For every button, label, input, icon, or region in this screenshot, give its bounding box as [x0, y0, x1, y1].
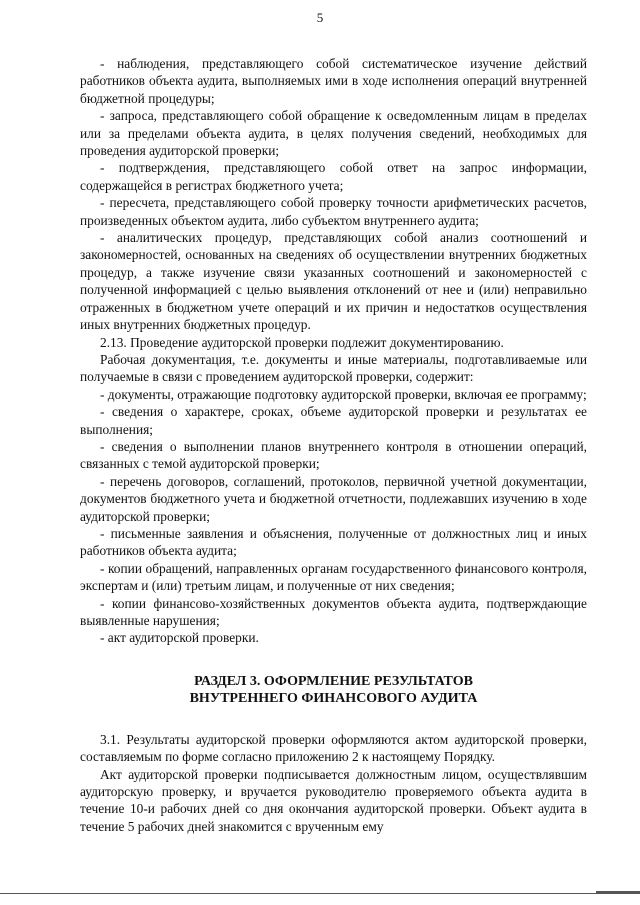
section-heading — [80, 673, 587, 707]
paragraph: - документы, отражающие подготовку аудиторской проверки, включая ее программу; — [100, 386, 587, 402]
paragraph: - копии финансово-хозяйственных документов объекта аудита, подтверждающие выявленные нарушения; — [80, 595, 587, 628]
paragraph: - письменные заявления и объяснения, полученные от должностных лиц и иных работников объекта аудита; — [80, 525, 587, 559]
page-bottom-edge — [596, 891, 640, 893]
paragraph: 3.1. Результаты аудиторской проверки оформляются актом аудиторской проверки, составляемым по форме согласно приложению 2 к настоящему Порядку. — [80, 731, 587, 765]
paragraph: - запроса, представляющего собой обращение к осведомленным лицам в пределах или за пределами объекта аудита, в целях получения сведений, необходимых для проведения аудиторской проверки; — [80, 108, 587, 159]
page-bottom-edge — [0, 893, 640, 894]
paragraph: - сведения о выполнении планов внутреннего контроля в отношении операций, связанных с темой аудиторской проверки; — [80, 438, 587, 472]
paragraph: 2.13. Проведение аудиторской проверки подлежит документированию. — [100, 334, 504, 350]
paragraph: - копии обращений, направленных органам государственного финансового контроля, экспертам и (или) третьим лицам, и полученные от них сведения; — [80, 560, 587, 594]
section-heading-line: ВНУТРЕННЕГО ФИНАНСОВОГО АУДИТА — [189, 690, 478, 706]
document-body — [80, 55, 587, 835]
paragraph: - пересчета, представляющего собой проверку точности арифметических расчетов, произведенных объектом аудита, либо субъектом внутреннего аудита; — [80, 195, 587, 228]
paragraph: - аналитических процедур, представляющих собой анализ соотношений и закономерностей, основанных на сведениях об осуществлении внутренних бюджетных процедур, а также изучение связи указанных соотношений и закономерностей с полученной информацией с целью выявления отклонений от нее и (или) неправильно отраженных в бюджетном учете операций и их причин и недостатков осуществления иных внутренних бюджетных процедур. — [80, 230, 587, 333]
paragraph: - наблюдения, представляющего собой систематическое изучение действий работников объекта аудита, выполняемых ими в ходе исполнения операций внутренней бюджетной процедуры; — [80, 56, 587, 106]
paragraph: - подтверждения, представляющего собой ответ на запрос информации, содержащейся в регистрах бюджетного учета; — [80, 160, 587, 193]
paragraph: - перечень договоров, соглашений, протоколов, первичной учетной документации, документов бюджетного учета и бюджетной отчетности, подлежавших изучению в ходе аудиторской проверки; — [80, 473, 587, 524]
page-number: 5 — [316, 10, 324, 25]
paragraph: Рабочая документация, т.е. документы и иные материалы, подготавливаемые или получаемые в связи с проведением аудиторской проверки, содержит: — [80, 351, 587, 385]
paragraph: Акт аудиторской проверки подписывается должностным лицом, осуществлявшим аудиторскую проверку, и вручается руководителю проверяемого объекта аудита в течение 10-и рабочих дней со дня окончания аудиторской проверки. Объект аудита в течение 5 рабочих дней знакомится с врученным ему — [80, 766, 587, 834]
section-heading-line: РАЗДЕЛ 3. ОФОРМЛЕНИЕ РЕЗУЛЬТАТОВ — [194, 673, 473, 689]
paragraph: - акт аудиторской проверки. — [100, 630, 259, 646]
paragraph: - сведения о характере, сроках, объеме аудиторской проверки и результатах ее выполнения; — [80, 404, 587, 437]
